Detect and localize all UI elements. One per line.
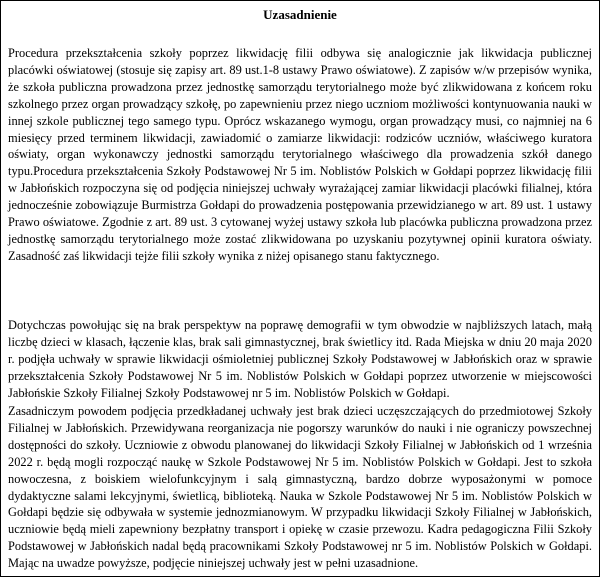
paragraph-history: Dotychczas powołując się na brak perspektyw na poprawę demografii w tym obwodzie w najbliższych latach, małą liczbę dzieci w klasach, łączenie klas, brak sali gimnastycznej, brak świetlicy itd. Rada Miejska w dniu 20 maja 2020 r. podjęła uchwały w sprawie likwidacji ośmioletniej publicznej Szkoły Podstawowej w Jabłońskich oraz w sprawie przekształcenia Szkoły Podstawowej Nr 5 im. Noblistów Polskich w Gołdapi poprzez utworzenie w miejscowości Jabłońskie Szkoły Filialnej Szkoły Podstawowej nr 5 im. Noblistów Polskich w Gołdapi. bbox=[8, 318, 592, 400]
paragraph-justification: Zasadniczym powodem podjęcia przedkładanej uchwały jest brak dzieci uczęszczających do przedmiotowej Szkoły Filialnej w Jabłońskich. Przewidywana reorganizacja nie pogorszy warunków do nauki i nie ograniczy powszechnej dostępności do szkoły. Uczniowie z obwodu planowanej do likwidacji Szkoły Filialnej w Jabłońskich od 1 września 2022 r. będą mogli rozpocząć naukę w Szkole Podstawowej Nr 5 im. Noblistów Polskich w Gołdapi. Jest to szkoła nowoczesna, z boiskiem wielofunkcyjnym i salą gimnastyczną, bardzo dobrze wyposażonymi w pomoce dydaktyczne salami lekcyjnymi, świetlicą, biblioteką. Nauka w Szkole Podstawowej Nr 5 im. Noblistów Polskich w Gołdapi będzie się odbywała w systemie jednozmianowym. W przypadku likwidacji Szkoły Filialnej w Jabłońskich, uczniowie będą mieli zapewniony bezpłatny transport i opiekę w czasie przewozu. Kadra pedagogiczna Filii Szkoły Podstawowej w Jabłońskich nadal będą pracownikami Szkoły Podstawowej nr 5 im. Noblistów Polskich w Gołdapi. Mając na uwadze powyższe, podjęcie niniejszej uchwały jest w pełni uzasadnione. bbox=[8, 404, 592, 571]
document-title: Uzasadnienie bbox=[263, 7, 337, 22]
paragraph-procedure: Procedura przekształcenia szkoły poprzez likwidację filii odbywa się analogicznie jak likwidacja publicznej placówki oświatowej (stosuje się zapisy art. 89 ust.1-8 ustawy Prawo oświatowe). Z zapisów w/w przepisów wynika, że szkoła publiczna prowadzona przez jednostkę samorządu terytorialnego może być zlikwidowana z końcem roku szkolnego przez organ prowadzący szkołę, po zapewnieniu przez niego uczniom możliwości kontynuowania nauki w innej szkole publicznej tego samego typu. Oprócz wskazanego wymogu, organ prowadzący musi, co najmniej na 6 miesięcy przed terminem likwidacji, zawiadomić o zamiarze likwidacji: rodziców uczniów, właściwego kuratora oświaty, organ wykonawczy jednostki samorządu terytorialnego właściwego dla prowadzenia szkół danego typu.Procedura przekształcenia Szkoły Podstawowej Nr 5 im. Noblistów Polskich w Gołdapi poprzez likwidację filii w Jabłońskich rozpoczyna się od podjęcia niniejszej uchwały wyrażającej zamiar likwidacji placówki filialnej, która jednocześnie zobowiązuje Burmistrza Gołdapi do prowadzenia postępowania przewidzianego w art. 89 ust. 1 ustawy Prawo oświatowe. Zgodnie z art. 89 ust. 3 cytowanej wyżej ustawy szkoła lub placówka publiczna prowadzona przez jednostkę samorządu terytorialnego może zostać zlikwidowana po uzyskaniu pozytywnej opinii kuratora oświaty. Zasadność zaś likwidacji tejże filii szkoły wynika z niżej opisanego stanu faktycznego. bbox=[8, 46, 592, 263]
